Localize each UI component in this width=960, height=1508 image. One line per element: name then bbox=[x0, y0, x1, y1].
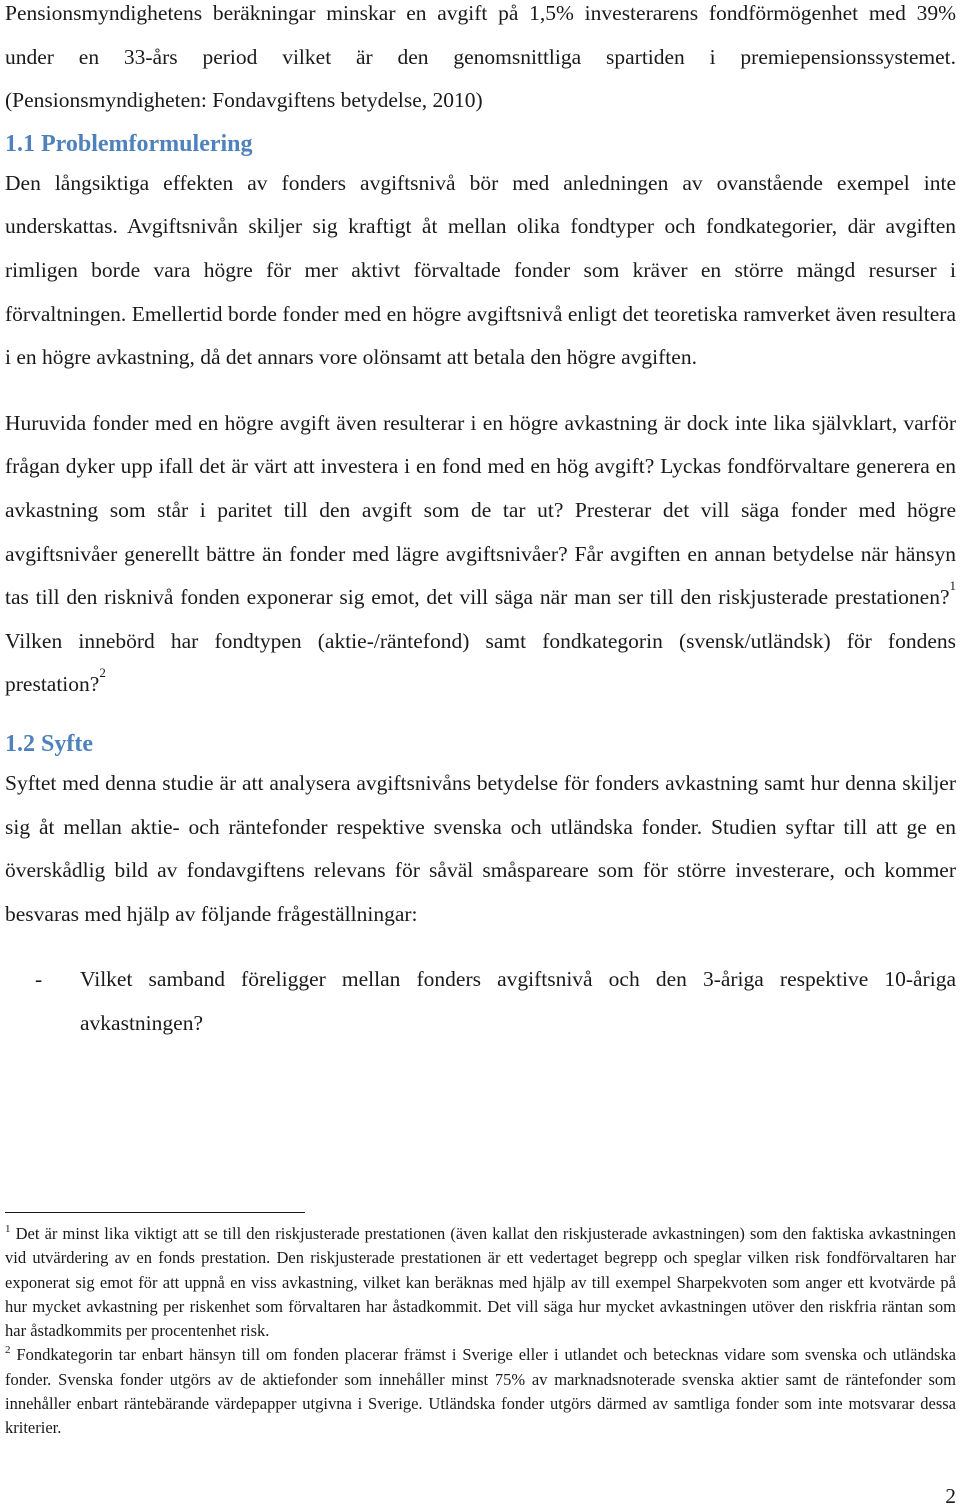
section-heading-problem: 1.1 Problemformulering bbox=[5, 130, 253, 157]
footnote-separator bbox=[5, 1212, 305, 1213]
footnote-ref-1: 1 bbox=[949, 578, 956, 594]
footnote-2-mark: 2 bbox=[5, 1344, 11, 1357]
footnote-2-text: Fondkategorin tar enbart hänsyn till om fonden placerar främst i Sverige eller i utlandet och betecknas vidare som svenska och utländska fonder. Svenska fonder utgörs av de aktiefonder som innehåller minst 75% av marknadsnoterade svenska aktier samt de räntefonder som innehåller enbart räntebärande värdepapper utgivna i Sverige. Utländska fonder utgörs därmed av samtliga fonder som inte motsvarar dessa kriterier. bbox=[5, 1345, 956, 1438]
list-item-text: Vilket samband föreligger mellan fonders avgiftsnivå och den 3-åriga respektive 10-åriga avkastningen? bbox=[80, 967, 956, 1035]
footnote-2 bbox=[5, 1343, 956, 1440]
problem-paragraph-2 bbox=[5, 402, 956, 707]
purpose-paragraph: Syftet med denna studie är att analysera avgiftsnivåns betydelse för fonders avkastning samt hur denna skiljer sig åt mellan aktie- och räntefonder respektive svenska och utländska fonder. Studien syftar till att ge en överskådlig bild av fondavgiftens relevans för såväl småspareare som för större investerare, och kommer besvaras med hjälp av följande frågeställningar: bbox=[5, 770, 956, 926]
page-number: 2 bbox=[945, 1484, 956, 1508]
problem-paragraph-2-text-b: Vilken innebörd har fondtypen (aktie-/räntefond) samt fondkategorin (svensk/utländsk) för fondens prestation? bbox=[5, 628, 956, 697]
problem-paragraph-2-text-a: Huruvida fonder med en högre avgift även resulterar i en högre avkastning är dock inte lika självklart, varför frågan dyker upp ifall det är värt att investera i en fond med en hög avgift? Lyckas fondförvaltare generera en avkastning som står i paritet till den avgift som de tar ut? Presterar det vill säga fonder med högre avgiftsnivåer generellt bättre än fonder med lägre avgiftsnivåer? Får avgiften en annan betydelse när hänsyn tas till den risknivå fonden exponerar sig emot, det vill säga när man ser till den riskjusterade prestationen? bbox=[5, 410, 956, 610]
document-page bbox=[5, 0, 956, 1045]
footnote-1-mark: 1 bbox=[5, 1223, 11, 1235]
footnote-1 bbox=[5, 1222, 956, 1343]
section-heading-purpose: 1.2 Syfte bbox=[5, 730, 93, 757]
intro-paragraph: Pensionsmyndighetens beräkningar minskar en avgift på 1,5% investerarens fondförmögenhet med 39% under en 33-års period vilket är den genomsnittliga spartiden i premiepensionssystemet. (Pensionsmyndigheten: Fondavgiftens betydelse, 2010) bbox=[5, 1, 956, 113]
footnote-ref-2: 2 bbox=[99, 665, 106, 681]
footnote-1-text: Det är minst lika viktigt att se till den riskjusterade prestationen (även kallat den riskjusterade avkastningen) som den faktiska avkastningen vid utvärdering av en fonds prestation. Den riskjusterade prestationen är ett vedertaget begrepp och speglar vilken risk fondförvaltaren har exponerat sig emot för att uppnå en viss avkastning, vilket kan beräknas med hjälp av till exempel Sharpekvoten som anger ett kvotvärde på hur mycket avkastning per riskenhet som förvaltaren har åstadkommit. Det vill säga hur mycket avkastningen utöver den riskfria räntan som har åstadkommits per procentenhet risk. bbox=[5, 1224, 956, 1341]
footnotes bbox=[5, 1222, 956, 1441]
list-item bbox=[5, 958, 956, 1045]
problem-paragraph-1: Den långsiktiga effekten av fonders avgiftsnivå bör med anledningen av ovanstående exempel inte underskattas. Avgiftsnivån skiljer sig kraftigt åt mellan olika fondtyper och fondkategorier, där avgiften rimligen borde vara högre för mer aktivt förvaltade fonder som kräver en större mängd resurser i förvaltningen. Emellertid borde fonder med en högre avgiftsnivå enligt det teoretiska ramverket även resultera i en högre avkastning, då det annars vore olönsamt att betala den högre avgiften. bbox=[5, 170, 956, 370]
list-dash: - bbox=[35, 967, 43, 992]
